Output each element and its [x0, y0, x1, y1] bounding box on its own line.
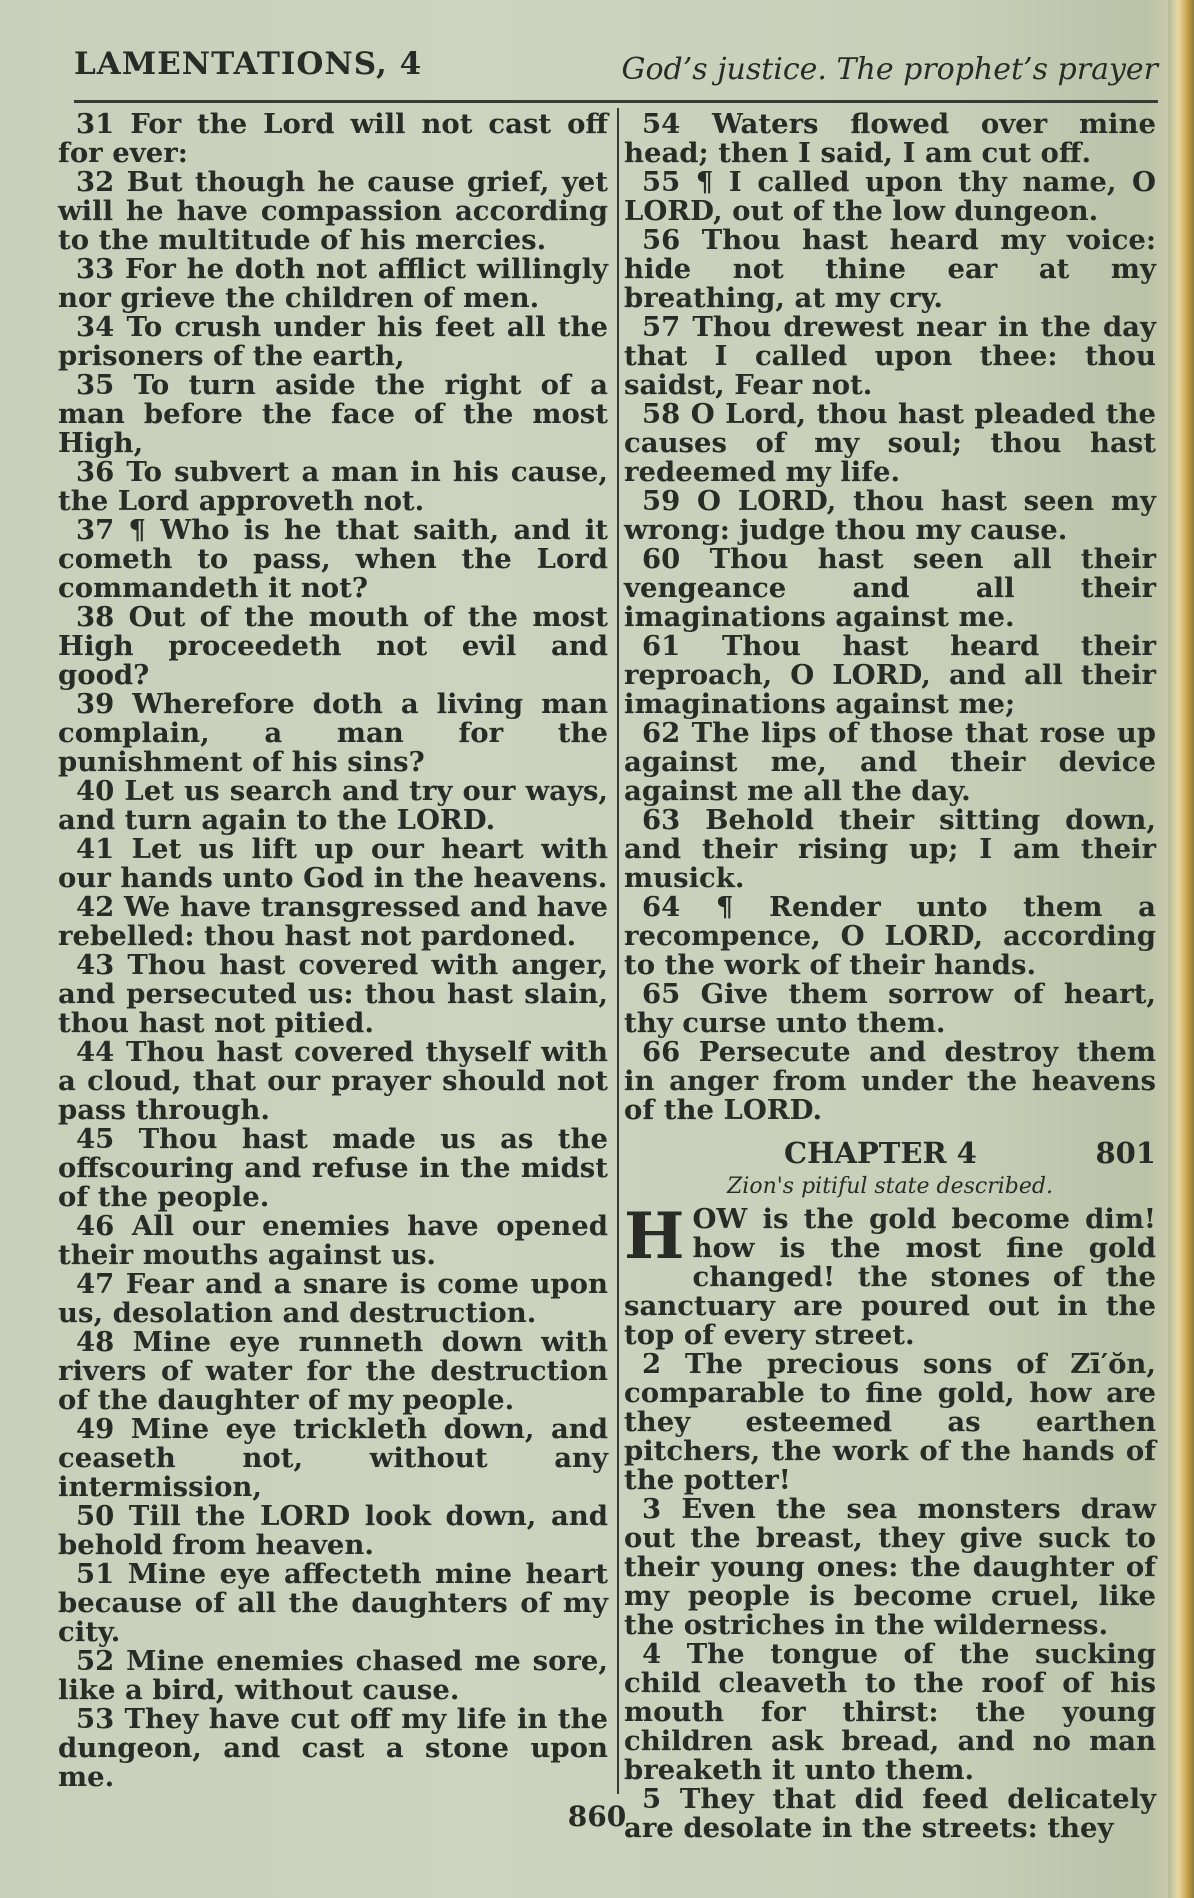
verse: 52 Mine enemies chased me sore, like a bird, without cause. — [58, 1645, 608, 1706]
verse: 47 Fear and a snare is come upon us, desolation and destruction. — [58, 1268, 608, 1329]
verse: 59 O LORD, thou hast seen my wrong: judge thou my cause. — [624, 485, 1156, 546]
verse: 66 Persecute and destroy them in anger from under the heavens of the LORD. — [624, 1036, 1156, 1126]
verse: 64 ¶ Render unto them a recompence, O LORD, according to the work of their hands. — [624, 891, 1156, 981]
verse: 5 They that did feed delicately are desolate in the streets: they — [624, 1783, 1156, 1844]
verse: 49 Mine eye trickleth down, and ceaseth not, without any intermission, — [58, 1413, 608, 1503]
header-rule — [74, 100, 1158, 103]
verse: 61 Thou hast heard their reproach, O LORD, and all their imaginations against me; — [624, 630, 1156, 720]
page-edge — [1168, 0, 1194, 1898]
verse: 51 Mine eye affecteth mine heart because of all the daughters of my city. — [58, 1558, 608, 1648]
verse: 3 Even the sea monsters draw out the breast, they give suck to their young ones: the daughter of my people is become cruel, like the ostriches in the wilderness. — [624, 1493, 1156, 1641]
drop-cap: H — [624, 1199, 685, 1274]
chapter-opening-verse — [624, 1199, 1156, 1351]
verse: 4 The tongue of the sucking child cleaveth to the roof of his mouth for thirst: the young children ask bread, and no man breaketh it unto them. — [624, 1638, 1156, 1786]
verse: 44 Thou hast covered thyself with a cloud, that our prayer should not pass through. — [58, 1036, 608, 1126]
verse: 46 All our enemies have opened their mouths against us. — [58, 1210, 608, 1271]
verse: 35 To turn aside the right of a man before the face of the most High, — [58, 369, 608, 459]
running-head-topic: God’s justice. The prophet’s prayer — [621, 52, 1158, 87]
left-column — [58, 110, 608, 1792]
right-column — [624, 110, 1156, 1843]
verse: 58 O Lord, thou hast pleaded the causes of my soul; thou hast redeemed my life. — [624, 398, 1156, 488]
chapter-title: CHAPTER 4 — [784, 1136, 977, 1170]
verse: 33 For he doth not afflict willingly nor grieve the children of men. — [58, 253, 608, 314]
verse: 57 Thou drewest near in the day that I called upon thee: thou saidst, Fear not. — [624, 311, 1156, 401]
verse: 45 Thou hast made us as the offscouring and refuse in the midst of the people. — [58, 1123, 608, 1213]
verse-text: OW is the gold become dim! how is the most fine gold changed! the stones of the sanctuary are poured out in the top of every street. — [624, 1203, 1156, 1351]
verse: 53 They have cut off my life in the dungeon, and cast a stone upon me. — [58, 1703, 608, 1793]
chapter-summary: Zion's pitiful state described. — [727, 1174, 1053, 1199]
verse: 2 The precious sons of Zī′ŏn, comparable to fine gold, how are they esteemed as earthen pitchers, the work of the hands of the potter! — [624, 1348, 1156, 1496]
verse: 40 Let us search and try our ways, and turn again to the LORD. — [58, 775, 608, 836]
verse: 38 Out of the mouth of the most High proceedeth not evil and good? — [58, 601, 608, 691]
verse: 62 The lips of those that rose up against me, and their device against me all the day. — [624, 717, 1156, 807]
verse: 56 Thou hast heard my voice: hide not thine ear at my breathing, at my cry. — [624, 224, 1156, 314]
chapter-heading — [624, 1136, 1156, 1170]
verse: 65 Give them sorrow of heart, thy curse unto them. — [624, 978, 1156, 1039]
verse: 60 Thou hast seen all their vengeance and all their imaginations against me. — [624, 543, 1156, 633]
verse: 37 ¶ Who is he that saith, and it cometh to pass, when the Lord commandeth it not? — [58, 514, 608, 604]
verse: 43 Thou hast covered with anger, and persecuted us: thou hast slain, thou hast not pitied. — [58, 949, 608, 1039]
verse: 50 Till the LORD look down, and behold from heaven. — [58, 1500, 608, 1561]
running-head-book: LAMENTATIONS, 4 — [74, 46, 423, 82]
verse: 42 We have transgressed and have rebelled: thou hast not pardoned. — [58, 891, 608, 952]
verse: 34 To crush under his feet all the prisoners of the earth, — [58, 311, 608, 372]
verse: 32 But though he cause grief, yet will he have compassion according to the multitude of his mercies. — [58, 166, 608, 256]
verse: 41 Let us lift up our heart with our hands unto God in the heavens. — [58, 833, 608, 894]
verse: 31 For the Lord will not cast off for ever: — [58, 108, 608, 169]
column-divider — [617, 108, 619, 1794]
page-number: 860 — [567, 1800, 627, 1833]
verse: 39 Wherefore doth a living man complain, a man for the punishment of his sins? — [58, 688, 608, 778]
verse: 48 Mine eye runneth down with rivers of water for the destruction of the daughter of my people. — [58, 1326, 608, 1416]
verse: 55 ¶ I called upon thy name, O LORD, out of the low dungeon. — [624, 166, 1156, 227]
verse: 54 Waters flowed over mine head; then I said, I am cut off. — [624, 108, 1156, 169]
verse: 63 Behold their sitting down, and their rising up; I am their musick. — [624, 804, 1156, 894]
chapter-page-ref: 801 — [1095, 1136, 1156, 1170]
verse: 36 To subvert a man in his cause, the Lord approveth not. — [58, 456, 608, 517]
